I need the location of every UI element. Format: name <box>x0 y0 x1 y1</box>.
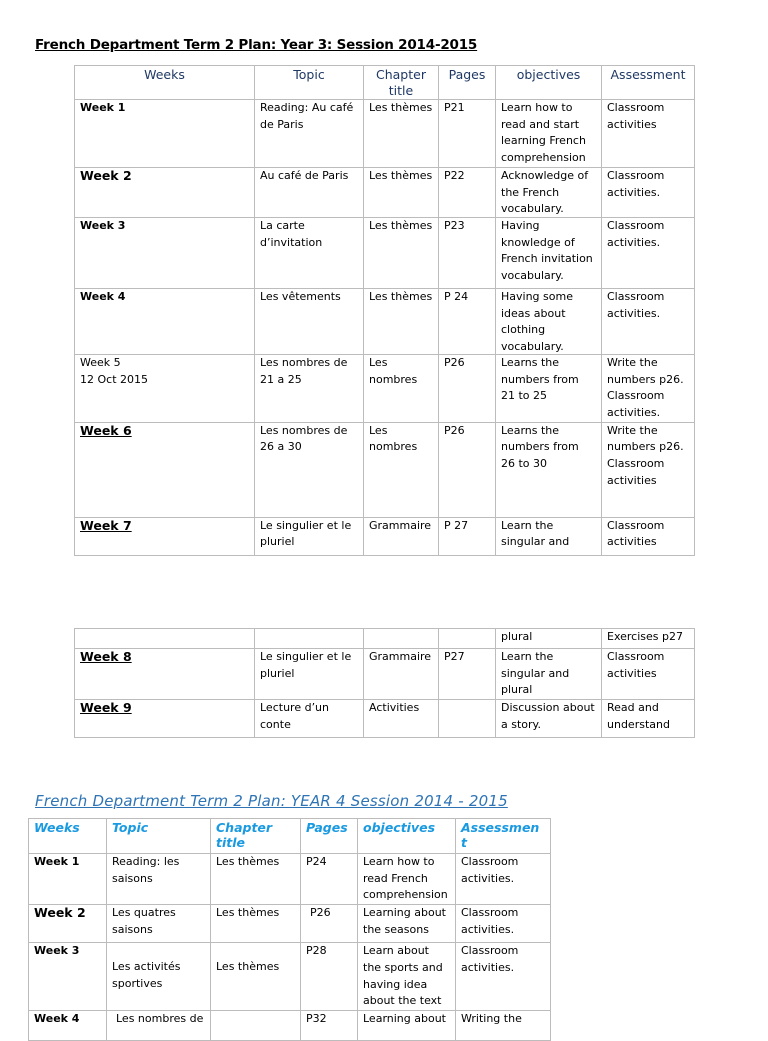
table-row <box>29 854 551 905</box>
topic-cell: Reading: les saisons <box>107 854 211 905</box>
chapter-cell <box>364 629 439 649</box>
assessment-cell: Classroom activities. <box>456 905 551 943</box>
pages-cell: P21 <box>439 100 496 168</box>
objectives-cell: Learn the singular and <box>496 517 602 555</box>
chapter-cell: Grammaire <box>364 517 439 555</box>
assessment-cell: Classroom activities. <box>456 943 551 1011</box>
table-row <box>75 354 695 422</box>
objectives-cell <box>496 167 602 217</box>
week-cell: Week 1 <box>75 100 255 168</box>
objectives-cell: Learn how to read and start learning French comprehension <box>496 100 602 168</box>
year4-plan-table <box>28 818 551 1041</box>
week-cell: Week 3 <box>75 217 255 288</box>
header-topic: Topic <box>107 819 211 854</box>
chapter-cell: Les thèmes <box>211 854 301 905</box>
chapter-cell <box>211 1011 301 1041</box>
week-label: Week 5 <box>80 355 121 369</box>
week-cell: Week 2 <box>75 167 255 217</box>
table-row <box>75 167 695 217</box>
assessment-cell: Write the numbers p26. Classroom activities <box>602 422 695 517</box>
assessment-cell: Writing the <box>456 1011 551 1041</box>
chapter-cell: Activities <box>364 700 439 738</box>
week-cell <box>75 354 255 422</box>
assessment-cell: Classroom activities. <box>602 217 695 288</box>
week-cell: Week 4 <box>75 288 255 354</box>
pages-cell: P26 <box>301 905 358 943</box>
chapter-cell: Les thèmes <box>364 100 439 168</box>
header-assessment: Assessment <box>602 66 695 100</box>
chapter-cell: Les thèmes <box>364 217 439 288</box>
table-row <box>75 422 695 517</box>
header-topic: Topic <box>255 66 364 100</box>
pages-cell: P27 <box>439 649 496 700</box>
assessment-cell: Classroom activities. <box>602 167 695 217</box>
chapter-cell: Les thèmes <box>211 943 301 1011</box>
topic-cell: Le singulier et le pluriel <box>255 517 364 555</box>
topic-cell: Les quatres saisons <box>107 905 211 943</box>
table-row <box>75 517 695 555</box>
year3-plan-table <box>74 65 695 556</box>
table-row <box>75 629 695 649</box>
pages-cell: P 27 <box>439 517 496 555</box>
table-row <box>29 943 551 1011</box>
objectives-cell: Learning about the seasons <box>358 905 456 943</box>
objectives-cell: Learn how to read French comprehension <box>358 854 456 905</box>
topic-cell: Au café de Paris <box>255 167 364 217</box>
topic-cell <box>255 629 364 649</box>
week-cell: Week 1 <box>29 854 107 905</box>
table-row <box>75 649 695 700</box>
chapter-cell: Les thèmes <box>364 167 439 217</box>
table-row <box>75 288 695 354</box>
assessment-cell: Classroom activities <box>602 517 695 555</box>
assessment-cell: Read and understand <box>602 700 695 738</box>
week-cell: Week 4 <box>29 1011 107 1041</box>
pages-cell: P32 <box>301 1011 358 1041</box>
chapter-cell: Les thèmes <box>364 288 439 354</box>
objectives-cell: Learning about <box>358 1011 456 1041</box>
topic-cell: La carte d’invitation <box>255 217 364 288</box>
table-row <box>75 217 695 288</box>
header-chapter-title: Chapter title <box>364 66 439 100</box>
topic-cell: Les nombres de 26 a 30 <box>255 422 364 517</box>
header-weeks: Weeks <box>29 819 107 854</box>
pages-cell: P28 <box>301 943 358 1011</box>
week-cell: Week 9 <box>75 700 255 738</box>
assessment-cell: Write the numbers p26. Classroom activities. <box>602 354 695 422</box>
header-chapter-title: Chapter title <box>211 819 301 854</box>
objectives-text: Having some ideas about clothing vocabulary. <box>501 289 573 353</box>
objectives-cell: Learn about the sports and having idea about the text <box>358 943 456 1011</box>
topic-cell: Les nombres de <box>107 1011 211 1041</box>
objectives-cell: plural <box>496 629 602 649</box>
week-cell: Week 6 <box>75 422 255 517</box>
header-pages: Pages <box>439 66 496 100</box>
objectives-text: Acknowledge of the French vocabulary. <box>501 168 589 216</box>
assessment-cell: Exercises p27 <box>602 629 695 649</box>
pages-cell <box>439 700 496 738</box>
table-row <box>75 100 695 168</box>
objectives-cell: Having knowledge of French invitation vocabulary. <box>496 217 602 288</box>
objectives-cell: Learn the singular and plural <box>496 649 602 700</box>
topic-cell: Les vêtements <box>255 288 364 354</box>
pages-cell: P26 <box>439 354 496 422</box>
objectives-cell: Discussion about a story. <box>496 700 602 738</box>
chapter-cell: Grammaire <box>364 649 439 700</box>
week-cell: Week 8 <box>75 649 255 700</box>
assessment-cell: Classroom activities. <box>456 854 551 905</box>
chapter-cell: Les thèmes <box>211 905 301 943</box>
week-cell <box>75 629 255 649</box>
pages-cell <box>439 629 496 649</box>
header-weeks: Weeks <box>75 66 255 100</box>
topic-cell: Le singulier et le pluriel <box>255 649 364 700</box>
topic-cell: Reading: Au café de Paris <box>255 100 364 168</box>
week-cell: Week 7 <box>75 517 255 555</box>
table-row <box>29 1011 551 1041</box>
assessment-cell: Classroom activities <box>602 649 695 700</box>
pages-cell: P26 <box>439 422 496 517</box>
year3-plan-table-continued <box>74 628 695 738</box>
week-cell: Week 3 <box>29 943 107 1011</box>
header-pages: Pages <box>301 819 358 854</box>
header-assessment: Assessment <box>456 819 551 854</box>
table-row <box>29 905 551 943</box>
topic-cell: Lecture d’un conte <box>255 700 364 738</box>
objectives-cell: Learns the numbers from 26 to 30 <box>496 422 602 517</box>
document-title-year4: French Department Term 2 Plan: YEAR 4 Session 2014 - 2015 <box>35 792 508 810</box>
table-header-row <box>75 66 695 100</box>
table-header-row <box>29 819 551 854</box>
objectives-cell <box>496 288 602 354</box>
table-row <box>75 700 695 738</box>
topic-cell: Les activités sportives <box>107 943 211 1011</box>
topic-cell: Les nombres de 21 a 25 <box>255 354 364 422</box>
header-objectives: objectives <box>496 66 602 100</box>
chapter-cell: Les nombres <box>364 422 439 517</box>
pages-cell: P22 <box>439 167 496 217</box>
document-title-year3: French Department Term 2 Plan: Year 3: Session 2014-2015 <box>35 37 478 53</box>
week-cell: Week 2 <box>29 905 107 943</box>
week-date: 12 Oct 2015 <box>80 372 149 386</box>
pages-cell: P 24 <box>439 288 496 354</box>
objectives-cell: Learns the numbers from 21 to 25 <box>496 354 602 422</box>
header-objectives: objectives <box>358 819 456 854</box>
pages-cell: P23 <box>439 217 496 288</box>
assessment-cell: Classroom activities <box>602 100 695 168</box>
chapter-cell: Les nombres <box>364 354 439 422</box>
pages-cell: P24 <box>301 854 358 905</box>
assessment-cell: Classroom activities. <box>602 288 695 354</box>
